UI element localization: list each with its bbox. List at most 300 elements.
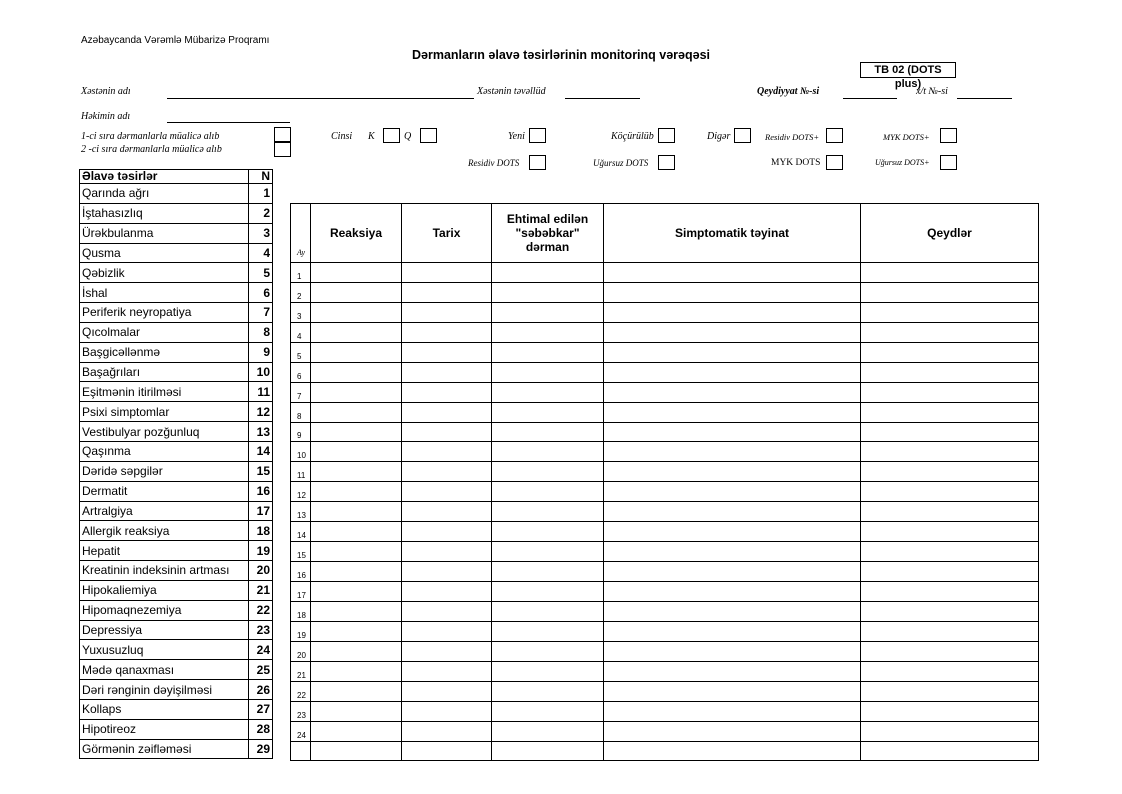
side-effect-name: Hipotireoz — [80, 719, 249, 739]
symptomatic-treatment-cell[interactable] — [604, 442, 861, 462]
monitoring-row — [291, 681, 1039, 701]
side-effect-number: 4 — [249, 243, 273, 263]
month-number: 3 — [291, 302, 311, 322]
side-effect-name: Periferik neyropatiya — [80, 303, 249, 323]
monitoring-row — [291, 422, 1039, 442]
reaction-cell[interactable] — [311, 462, 402, 482]
month-number: 4 — [291, 322, 311, 342]
date-cell[interactable] — [402, 582, 492, 602]
side-effect-number: 17 — [249, 501, 273, 521]
notes-cell[interactable] — [861, 701, 1039, 721]
side-effect-number: 13 — [249, 422, 273, 442]
birth-year-field[interactable] — [565, 98, 640, 99]
reaction-cell[interactable] — [311, 263, 402, 283]
monitoring-row — [291, 522, 1039, 542]
side-effect-row — [80, 283, 273, 303]
side-effect-number: 18 — [249, 521, 273, 541]
month-number: 8 — [291, 402, 311, 422]
symptomatic-treatment-cell[interactable] — [604, 522, 861, 542]
symptomatic-treatment-cell[interactable] — [604, 601, 861, 621]
symptomatic-treatment-cell[interactable] — [604, 502, 861, 522]
residiv-dots-label: Residiv DOTS — [468, 158, 520, 168]
side-effect-row — [80, 382, 273, 402]
side-effect-number: 27 — [249, 699, 273, 719]
suspected-drug-cell[interactable] — [492, 282, 604, 302]
patient-name-label: Xəstənin adı — [81, 86, 131, 97]
side-effect-row — [80, 481, 273, 501]
side-effect-number: 15 — [249, 461, 273, 481]
date-cell[interactable] — [402, 542, 492, 562]
side-effect-name: İshal — [80, 283, 249, 303]
month-number: 5 — [291, 342, 311, 362]
gender-k-checkbox[interactable] — [383, 128, 400, 143]
side-effect-number: 22 — [249, 600, 273, 620]
month-number: 7 — [291, 382, 311, 402]
date-cell[interactable] — [402, 482, 492, 502]
reaction-cell[interactable] — [311, 701, 402, 721]
reaction-cell[interactable] — [311, 601, 402, 621]
monitoring-row — [291, 582, 1039, 602]
side-effect-row — [80, 561, 273, 581]
notes-column-header: Qeydlər — [861, 204, 1039, 263]
date-cell[interactable] — [402, 701, 492, 721]
second-line-treatment-label: 2 -ci sıra dərmanlarla müalicə alıb — [81, 144, 222, 155]
date-cell[interactable] — [402, 382, 492, 402]
notes-cell[interactable] — [861, 322, 1039, 342]
symptomatic-treatment-cell[interactable] — [604, 263, 861, 283]
side-effect-name: Qusma — [80, 243, 249, 263]
side-effect-number: 6 — [249, 283, 273, 303]
side-effect-row — [80, 362, 273, 382]
reaction-cell[interactable] — [311, 322, 402, 342]
notes-cell[interactable] — [861, 263, 1039, 283]
suspected-drug-cell[interactable] — [492, 502, 604, 522]
failed-dots-label: Uğursuz DOTS — [593, 158, 649, 168]
monitoring-row — [291, 302, 1039, 322]
notes-cell[interactable] — [861, 641, 1039, 661]
symptomatic-treatment-cell[interactable] — [604, 621, 861, 641]
side-effect-number: 2 — [249, 203, 273, 223]
suspected-drug-cell[interactable] — [492, 522, 604, 542]
month-number: 6 — [291, 362, 311, 382]
suspected-drug-header-line1: Ehtimal edilən — [506, 212, 589, 226]
suspected-drug-cell[interactable] — [492, 741, 604, 761]
monitoring-row — [291, 741, 1039, 761]
first-line-treatment-label: 1-ci sıra dərmanlarla müalicə alıb — [81, 131, 220, 142]
symptomatic-treatment-cell[interactable] — [604, 402, 861, 422]
monitoring-row — [291, 542, 1039, 562]
side-effect-row — [80, 402, 273, 422]
reaction-cell[interactable] — [311, 562, 402, 582]
notes-cell[interactable] — [861, 522, 1039, 542]
date-cell[interactable] — [402, 263, 492, 283]
monitoring-row — [291, 382, 1039, 402]
symptomatic-treatment-cell[interactable] — [604, 382, 861, 402]
reaction-cell[interactable] — [311, 442, 402, 462]
notes-cell[interactable] — [861, 661, 1039, 681]
transferred-checkbox[interactable] — [658, 128, 675, 143]
suspected-drug-cell[interactable] — [492, 601, 604, 621]
notes-cell[interactable] — [861, 562, 1039, 582]
suspected-drug-cell[interactable] — [492, 701, 604, 721]
side-effect-name: Ürəkbulanma — [80, 223, 249, 243]
case-no-field[interactable] — [957, 98, 1012, 99]
side-effect-row — [80, 322, 273, 342]
notes-cell[interactable] — [861, 601, 1039, 621]
side-effect-name: Dəri rənginin dəyişilməsi — [80, 680, 249, 700]
side-effect-row — [80, 739, 273, 759]
suspected-drug-cell[interactable] — [492, 661, 604, 681]
reaction-cell[interactable] — [311, 542, 402, 562]
monitoring-row — [291, 282, 1039, 302]
side-effect-name: Başağrıları — [80, 362, 249, 382]
symptomatic-treatment-cell[interactable] — [604, 582, 861, 602]
side-effect-row — [80, 203, 273, 223]
other-checkbox[interactable] — [734, 128, 751, 143]
monitoring-row — [291, 721, 1039, 741]
side-effect-number: 25 — [249, 660, 273, 680]
registry-no-field[interactable] — [843, 98, 897, 99]
notes-cell[interactable] — [861, 342, 1039, 362]
notes-cell[interactable] — [861, 282, 1039, 302]
monitoring-row — [291, 442, 1039, 462]
date-cell[interactable] — [402, 641, 492, 661]
date-column-header: Tarix — [402, 204, 492, 263]
side-effect-row — [80, 699, 273, 719]
monitoring-table — [290, 203, 1039, 761]
monitoring-row — [291, 701, 1039, 721]
side-effect-row — [80, 461, 273, 481]
symptomatic-treatment-cell[interactable] — [604, 661, 861, 681]
reaction-cell[interactable] — [311, 402, 402, 422]
monitoring-row — [291, 601, 1039, 621]
side-effect-name: Qarında ağrı — [80, 184, 249, 204]
side-effect-number: 11 — [249, 382, 273, 402]
side-effect-number: 20 — [249, 561, 273, 581]
notes-cell[interactable] — [861, 482, 1039, 502]
month-number: 1 — [291, 263, 311, 283]
reaction-cell[interactable] — [311, 502, 402, 522]
date-cell[interactable] — [402, 681, 492, 701]
symptomatic-treatment-cell[interactable] — [604, 302, 861, 322]
case-no-label: x/t №-si — [916, 86, 948, 97]
myk-dots-plus-checkbox[interactable] — [940, 128, 957, 143]
symptomatic-treatment-cell[interactable] — [604, 362, 861, 382]
reaction-cell[interactable] — [311, 582, 402, 602]
myk-dots-label: MYK DOTS — [771, 158, 821, 168]
side-effect-name: Başgicəllənmə — [80, 342, 249, 362]
suspected-drug-cell[interactable] — [492, 482, 604, 502]
monitoring-row — [291, 322, 1039, 342]
suspected-drug-cell[interactable] — [492, 681, 604, 701]
side-effects-table — [79, 169, 273, 759]
symptomatic-treatment-cell[interactable] — [604, 342, 861, 362]
monitoring-row — [291, 362, 1039, 382]
side-effect-number: 21 — [249, 580, 273, 600]
gender-k-label: K — [368, 131, 375, 142]
suspected-drug-cell[interactable] — [492, 641, 604, 661]
date-cell[interactable] — [402, 362, 492, 382]
symptomatic-treatment-cell[interactable] — [604, 741, 861, 761]
suspected-drug-cell[interactable] — [492, 562, 604, 582]
side-effect-row — [80, 223, 273, 243]
reaction-cell[interactable] — [311, 661, 402, 681]
symptomatic-treatment-cell[interactable] — [604, 322, 861, 342]
side-effect-name: Dermatit — [80, 481, 249, 501]
month-number: 11 — [291, 462, 311, 482]
side-effect-number: 29 — [249, 739, 273, 759]
side-effect-name: Vestibulyar pozğunluq — [80, 422, 249, 442]
date-cell[interactable] — [402, 282, 492, 302]
side-effect-row — [80, 521, 273, 541]
date-cell[interactable] — [402, 402, 492, 422]
myk-dots-plus-label: MYK DOTS+ — [883, 132, 930, 142]
reaction-cell[interactable] — [311, 621, 402, 641]
reaction-cell[interactable] — [311, 641, 402, 661]
side-effect-name: Hipomaqnezemiya — [80, 600, 249, 620]
reaction-cell[interactable] — [311, 282, 402, 302]
new-label: Yeni — [508, 131, 525, 142]
side-effect-name: Hipokaliemiya — [80, 580, 249, 600]
residiv-dots-plus-checkbox[interactable] — [826, 128, 843, 143]
date-cell[interactable] — [402, 342, 492, 362]
side-effect-number: 8 — [249, 322, 273, 342]
first-line-treatment-checkbox[interactable] — [274, 127, 291, 142]
failed-dots-plus-checkbox[interactable] — [940, 155, 957, 170]
side-effect-name: Depressiya — [80, 620, 249, 640]
side-effect-name: Hepatit — [80, 541, 249, 561]
side-effect-row — [80, 620, 273, 640]
monitoring-row — [291, 661, 1039, 681]
month-number: 14 — [291, 522, 311, 542]
month-number: 12 — [291, 482, 311, 502]
date-cell[interactable] — [402, 621, 492, 641]
suspected-drug-cell[interactable] — [492, 362, 604, 382]
side-effect-row — [80, 640, 273, 660]
side-effect-number: 7 — [249, 303, 273, 323]
notes-cell[interactable] — [861, 462, 1039, 482]
symptomatic-treatment-cell[interactable] — [604, 721, 861, 741]
form-title: Dərmanların əlavə təsirlərinin monitorinq vərəqəsi — [411, 48, 711, 62]
notes-cell[interactable] — [861, 621, 1039, 641]
new-checkbox[interactable] — [529, 128, 546, 143]
side-effect-name: Qəbizlik — [80, 263, 249, 283]
reaction-cell[interactable] — [311, 382, 402, 402]
reaction-cell[interactable] — [311, 302, 402, 322]
side-effects-header-row — [80, 170, 273, 184]
side-effect-row — [80, 441, 273, 461]
symptomatic-treatment-cell[interactable] — [604, 482, 861, 502]
side-effect-number: 5 — [249, 263, 273, 283]
symptomatic-treatment-column-header: Simptomatik təyinat — [604, 204, 861, 263]
month-number: 17 — [291, 582, 311, 602]
side-effect-number: 14 — [249, 441, 273, 461]
reaction-cell[interactable] — [311, 681, 402, 701]
side-effect-row — [80, 303, 273, 323]
date-cell[interactable] — [402, 322, 492, 342]
second-line-treatment-checkbox[interactable] — [274, 142, 291, 157]
monitoring-row — [291, 462, 1039, 482]
reaction-column-header: Reaksiya — [311, 204, 402, 263]
side-effect-row — [80, 580, 273, 600]
side-effect-name: Görmənin zəifləməsi — [80, 739, 249, 759]
suspected-drug-cell[interactable] — [492, 342, 604, 362]
date-cell[interactable] — [402, 502, 492, 522]
gender-q-checkbox[interactable] — [420, 128, 437, 143]
side-effect-name: Yuxusuzluq — [80, 640, 249, 660]
reaction-cell[interactable] — [311, 482, 402, 502]
symptomatic-treatment-cell[interactable] — [604, 422, 861, 442]
symptomatic-treatment-cell[interactable] — [604, 462, 861, 482]
patient-name-field[interactable] — [167, 98, 474, 99]
monitoring-row — [291, 641, 1039, 661]
reaction-cell[interactable] — [311, 522, 402, 542]
suspected-drug-header-line2: "səbəbkar" — [515, 226, 580, 240]
suspected-drug-column-header — [492, 204, 604, 263]
month-number: 18 — [291, 601, 311, 621]
side-effect-name: İştahasızlıq — [80, 203, 249, 223]
side-effect-row — [80, 660, 273, 680]
month-number: 19 — [291, 621, 311, 641]
side-effect-name: Allergik reaksiya — [80, 521, 249, 541]
suspected-drug-cell[interactable] — [492, 621, 604, 641]
side-effect-name: Mədə qanaxması — [80, 660, 249, 680]
side-effect-row — [80, 243, 273, 263]
program-name: Azəbaycanda Vərəmlə Mübarizə Proqramı — [81, 35, 270, 46]
form-code-badge: TB 02 (DOTS plus) — [860, 62, 956, 78]
suspected-drug-cell[interactable] — [492, 542, 604, 562]
suspected-drug-cell[interactable] — [492, 382, 604, 402]
month-number: 21 — [291, 661, 311, 681]
side-effect-number: 26 — [249, 680, 273, 700]
month-column-header: Ay — [291, 204, 311, 263]
date-cell[interactable] — [402, 422, 492, 442]
monitoring-row — [291, 502, 1039, 522]
suspected-drug-cell[interactable] — [492, 442, 604, 462]
date-cell[interactable] — [402, 522, 492, 542]
side-effect-row — [80, 422, 273, 442]
month-number: 2 — [291, 282, 311, 302]
reaction-cell[interactable] — [311, 741, 402, 761]
notes-cell[interactable] — [861, 302, 1039, 322]
suspected-drug-cell[interactable] — [492, 402, 604, 422]
notes-cell[interactable] — [861, 681, 1039, 701]
side-effect-row — [80, 600, 273, 620]
suspected-drug-cell[interactable] — [492, 582, 604, 602]
symptomatic-treatment-cell[interactable] — [604, 282, 861, 302]
notes-cell[interactable] — [861, 402, 1039, 422]
side-effect-number: 16 — [249, 481, 273, 501]
symptomatic-treatment-cell[interactable] — [604, 542, 861, 562]
suspected-drug-cell[interactable] — [492, 322, 604, 342]
notes-cell[interactable] — [861, 582, 1039, 602]
number-column-header: N — [249, 170, 273, 184]
date-cell[interactable] — [402, 462, 492, 482]
symptomatic-treatment-cell[interactable] — [604, 681, 861, 701]
side-effect-row — [80, 184, 273, 204]
suspected-drug-cell[interactable] — [492, 302, 604, 322]
reaction-cell[interactable] — [311, 422, 402, 442]
month-number: 10 — [291, 442, 311, 462]
suspected-drug-cell[interactable] — [492, 721, 604, 741]
residiv-dots-plus-label: Residiv DOTS+ — [765, 132, 820, 142]
month-number: 20 — [291, 641, 311, 661]
symptomatic-treatment-cell[interactable] — [604, 562, 861, 582]
reaction-cell[interactable] — [311, 342, 402, 362]
side-effect-number: 19 — [249, 541, 273, 561]
notes-cell[interactable] — [861, 502, 1039, 522]
date-cell[interactable] — [402, 442, 492, 462]
notes-cell[interactable] — [861, 422, 1039, 442]
date-cell[interactable] — [402, 562, 492, 582]
monitoring-header-row — [291, 204, 1039, 263]
notes-cell[interactable] — [861, 741, 1039, 761]
side-effect-name: Eşitmənin itirilməsi — [80, 382, 249, 402]
monitoring-row — [291, 621, 1039, 641]
notes-cell[interactable] — [861, 542, 1039, 562]
failed-dots-checkbox[interactable] — [658, 155, 675, 170]
notes-cell[interactable] — [861, 362, 1039, 382]
gender-label: Cinsi — [331, 131, 353, 142]
notes-cell[interactable] — [861, 721, 1039, 741]
month-number: 22 — [291, 681, 311, 701]
side-effect-number: 24 — [249, 640, 273, 660]
date-cell[interactable] — [402, 601, 492, 621]
side-effect-name: Qıcolmalar — [80, 322, 249, 342]
side-effect-number: 10 — [249, 362, 273, 382]
residiv-dots-checkbox[interactable] — [529, 155, 546, 170]
doctor-name-label: Həkimin adı — [81, 111, 131, 122]
notes-cell[interactable] — [861, 442, 1039, 462]
date-cell[interactable] — [402, 721, 492, 741]
side-effect-row — [80, 342, 273, 362]
other-label: Digər — [707, 131, 731, 142]
side-effect-row — [80, 719, 273, 739]
reaction-cell[interactable] — [311, 721, 402, 741]
month-number: 16 — [291, 562, 311, 582]
side-effect-number: 1 — [249, 184, 273, 204]
month-number: 9 — [291, 422, 311, 442]
side-effect-name: Dəridə səpgilər — [80, 461, 249, 481]
side-effect-name: Kollaps — [80, 699, 249, 719]
symptomatic-treatment-cell[interactable] — [604, 701, 861, 721]
reaction-cell[interactable] — [311, 362, 402, 382]
suspected-drug-cell[interactable] — [492, 462, 604, 482]
monitoring-row — [291, 562, 1039, 582]
doctor-name-field[interactable] — [167, 122, 290, 123]
monitoring-row — [291, 342, 1039, 362]
myk-dots-checkbox[interactable] — [826, 155, 843, 170]
side-effect-row — [80, 680, 273, 700]
monitoring-row — [291, 482, 1039, 502]
date-cell[interactable] — [402, 741, 492, 761]
suspected-drug-cell[interactable] — [492, 263, 604, 283]
month-number — [291, 741, 311, 761]
date-cell[interactable] — [402, 302, 492, 322]
gender-q-label: Q — [404, 131, 412, 142]
side-effect-name: Kreatinin indeksinin artması — [80, 561, 249, 581]
notes-cell[interactable] — [861, 382, 1039, 402]
suspected-drug-cell[interactable] — [492, 422, 604, 442]
monitoring-row — [291, 263, 1039, 283]
side-effect-number: 23 — [249, 620, 273, 640]
date-cell[interactable] — [402, 661, 492, 681]
month-number: 24 — [291, 721, 311, 741]
failed-dots-plus-label: Uğursuz DOTS+ — [875, 158, 930, 167]
symptomatic-treatment-cell[interactable] — [604, 641, 861, 661]
registry-no-label: Qeydiyyat №-si — [757, 86, 820, 97]
side-effect-row — [80, 541, 273, 561]
